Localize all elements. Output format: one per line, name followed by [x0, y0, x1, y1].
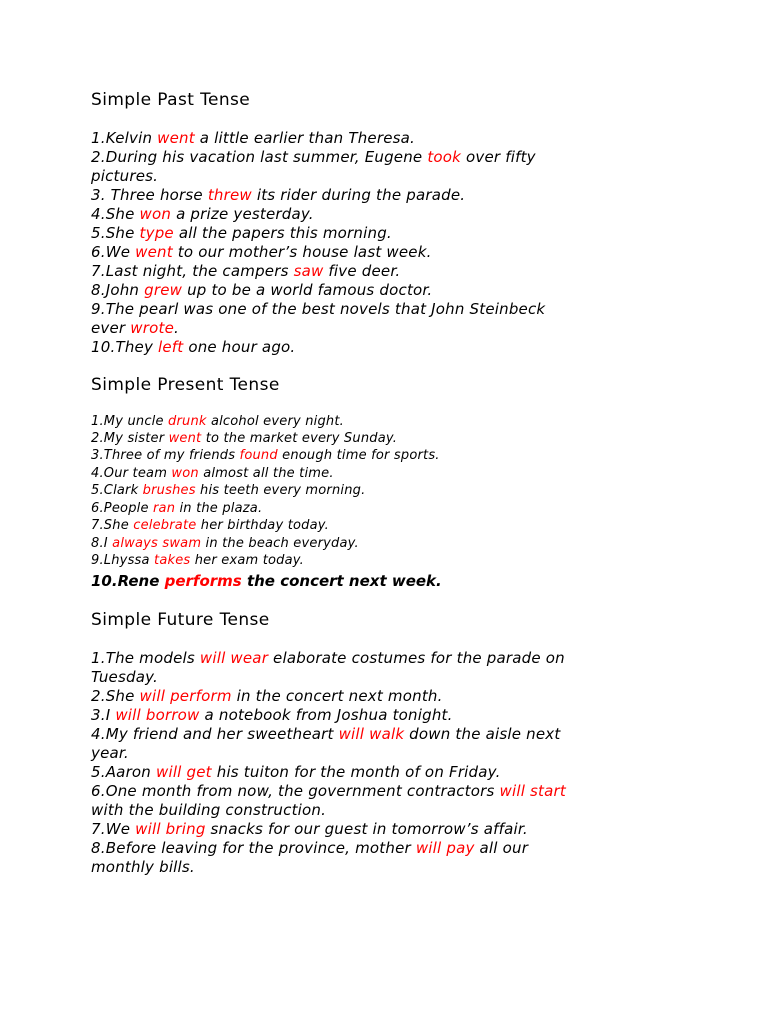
sentence-line: 6.People ran in the plaza. [91, 501, 263, 516]
sentence-line: 1.The models will wear elaborate costumes for the parade on [91, 649, 565, 667]
sentence-line: 7.She celebrate her birthday today. [91, 518, 329, 533]
verb-highlight: threw [207, 186, 252, 204]
verb-highlight: will bring [135, 820, 206, 838]
verb-highlight: went [135, 243, 173, 261]
sentence-line: monthly bills. [91, 858, 195, 876]
verb-highlight: will start [499, 782, 566, 800]
sentence-line: 6.We went to our mother’s house last week. [91, 243, 432, 261]
verb-highlight: will borrow [115, 706, 200, 724]
sentence-line: 8.John grew up to be a world famous doctor. [91, 281, 433, 299]
sentence-line: 7.Last night, the campers saw five deer. [91, 262, 401, 280]
sentence-line: 2.She will perform in the concert next month. [91, 687, 443, 705]
sentence-line: 8.I always swam in the beach everyday. [91, 536, 359, 551]
verb-highlight: type [139, 224, 174, 242]
verb-highlight: brushes [142, 483, 196, 498]
verb-highlight: went [157, 129, 195, 147]
verb-highlight: went [168, 431, 202, 446]
verb-highlight: will pay [415, 839, 475, 857]
sentence-line: 8.Before leaving for the province, mother will pay all our [91, 839, 529, 857]
sentence-line: year. [91, 744, 129, 762]
verb-highlight: found [239, 448, 278, 463]
sentence-line: pictures. [91, 167, 159, 185]
verb-highlight: takes [154, 553, 191, 568]
section-title-present: Simple Present Tense [91, 375, 280, 395]
sentence-line: 4.My friend and her sweetheart will walk down the aisle next [91, 725, 561, 743]
verb-highlight: grew [144, 281, 183, 299]
sentence-line: 3. Three horse threw its rider during the parade. [91, 186, 466, 204]
sentence-line: 2.My sister went to the market every Sunday. [91, 431, 398, 446]
sentence-line: 7.We will bring snacks for our guest in tomorrow’s affair. [91, 820, 528, 838]
verb-highlight: will wear [199, 649, 269, 667]
sentence-line: 4.She won a prize yesterday. [91, 205, 314, 223]
sentence-line: 1.My uncle drunk alcohol every night. [91, 414, 345, 429]
section-title-future: Simple Future Tense [91, 610, 270, 630]
sentence-line: 5.Aaron will get his tuiton for the month of on Friday. [91, 763, 501, 781]
sentence-line: 10.Rene performs the concert next week. [91, 572, 442, 590]
verb-highlight: won [171, 466, 199, 481]
verb-highlight: won [139, 205, 172, 223]
sentence-line: 6.One month from now, the government contractors will start [91, 782, 566, 800]
sentence-line: 4.Our team won almost all the time. [91, 466, 334, 481]
sentence-line: 9.Lhyssa takes her exam today. [91, 553, 304, 568]
verb-highlight: drunk [168, 414, 207, 429]
verb-highlight: will walk [338, 725, 405, 743]
verb-highlight: will perform [139, 687, 232, 705]
sentence-line: with the building construction. [91, 801, 327, 819]
section-title-past: Simple Past Tense [91, 90, 251, 110]
sentence-line: 3.Three of my friends found enough time for sports. [91, 448, 440, 463]
sentence-line: Tuesday. [91, 668, 158, 686]
verb-highlight: wrote [130, 319, 175, 337]
sentence-line: ever wrote. [91, 319, 179, 337]
verb-highlight: saw [293, 262, 324, 280]
sentence-line: 1.Kelvin went a little earlier than Theresa. [91, 129, 416, 147]
verb-highlight: ran [153, 501, 176, 516]
sentence-line: 2.During his vacation last summer, Eugene took over fifty [91, 148, 536, 166]
verb-highlight: celebrate [133, 518, 197, 533]
sentence-line: 3.I will borrow a notebook from Joshua tonight. [91, 706, 453, 724]
sentence-line: 5.She type all the papers this morning. [91, 224, 392, 242]
verb-highlight: left [158, 338, 184, 356]
verb-highlight: performs [164, 572, 242, 590]
sentence-line: 10.They left one hour ago. [91, 338, 296, 356]
sentence-line: 9.The pearl was one of the best novels that John Steinbeck [91, 300, 546, 318]
verb-highlight: always swam [112, 536, 202, 551]
sentence-line: 5.Clark brushes his teeth every morning. [91, 483, 366, 498]
verb-highlight: will get [155, 763, 212, 781]
verb-highlight: took [427, 148, 462, 166]
